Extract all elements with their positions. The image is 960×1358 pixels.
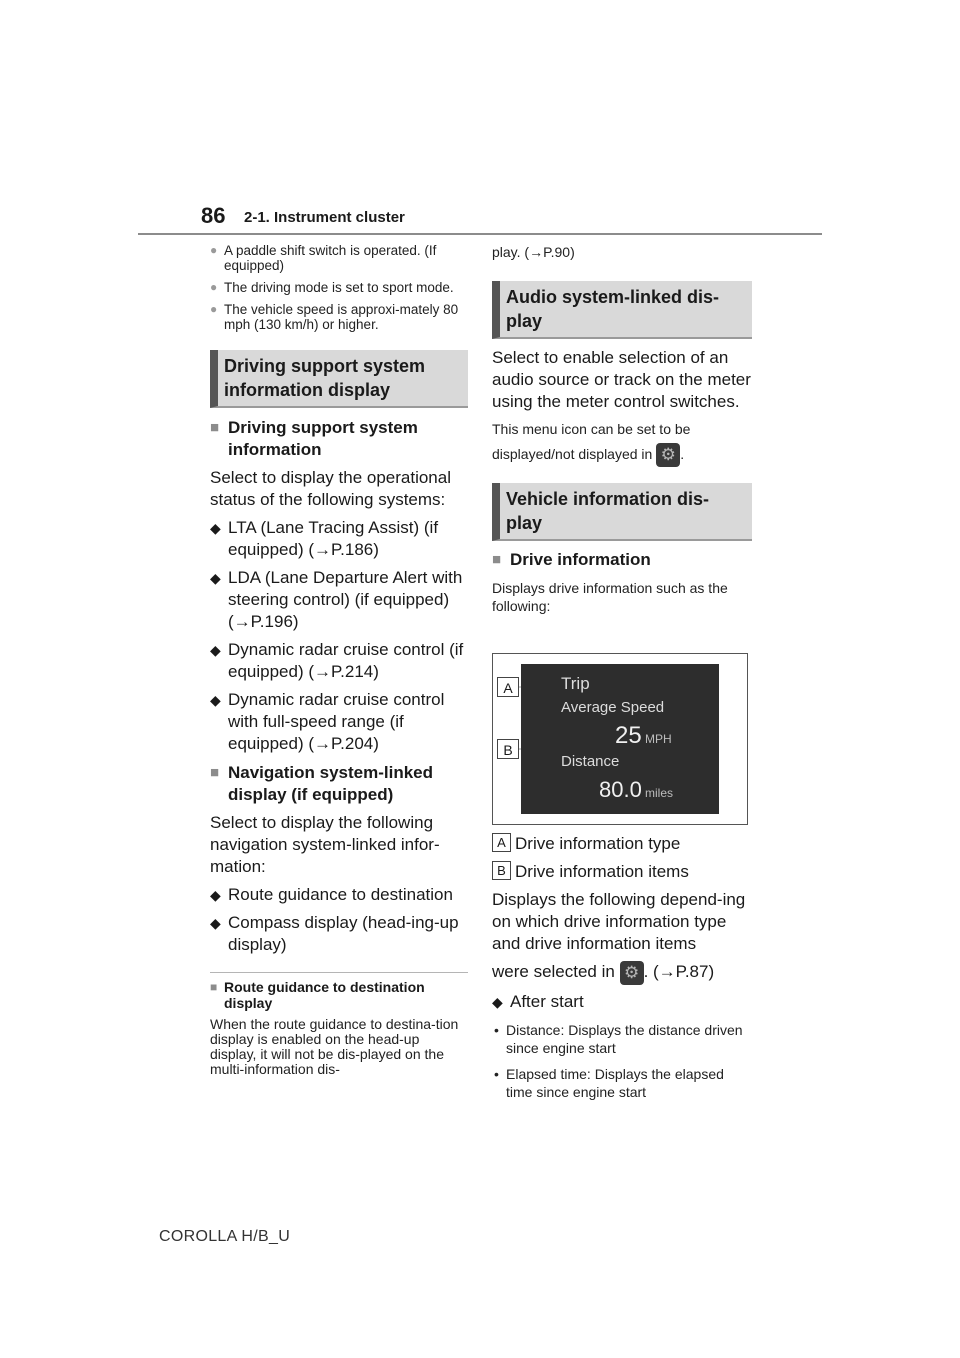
driving-support-heading-box: Driving support system information display [210,350,468,408]
note-text: When the route guidance to destina-tion display is enabled on the head-up display, it will not be dis-played on the multi-information dis- [210,1016,459,1077]
meter-screen [521,664,719,814]
screen-speed-value: 25 [615,722,642,749]
legend-item-a [492,833,754,855]
section-title: 2-1. Instrument cluster [244,209,405,226]
audio-menu-note-line2 [492,442,752,467]
right-column-lower [492,833,754,1101]
system-list-item: ◆ Dynamic radar cruise control (if equipped) (→P.214) [210,639,468,683]
after-start-detail: • Elapsed time: Displays the elapsed time since engine start [492,1065,754,1101]
legend-key-b: B [492,861,511,880]
callout-b-label: B [497,739,519,759]
system-list-item: ◆ Dynamic radar cruise control with full-speed range (if equipped) (→P.204) [210,689,468,755]
legend-item-b [492,861,754,883]
header-rule [138,233,822,235]
driving-support-subheading: ■ Driving support system information [210,417,468,461]
navigation-subheading: ■ Navigation system-linked display (if equipped) [210,762,468,806]
depend-text: Displays the following depend-ing on which drive information type and drive information items [492,890,746,953]
screen-distance-value: 80.0 [599,777,642,802]
legend-text-a: Drive information type [515,834,681,853]
callout-a-label: A [497,677,519,697]
after-start-detail: • Distance: Displays the distance driven since engine start [492,1021,754,1057]
page-reference: . (→P.87) [643,962,715,981]
footer-model: COROLLA H/B_U [159,1228,291,1245]
note-continuation: play. (→P.90) [492,244,575,260]
condition-bullet: ● The driving mode is set to sport mode. [210,280,468,295]
system-list-item: ◆ LTA (Lane Tracing Assist) (if equipped) (→P.186) [210,517,468,561]
screen-distance-unit: miles [645,786,674,800]
settings-gear-icon [656,443,680,467]
audio-menu-note-text: displayed/not displayed in [492,446,653,462]
audio-heading-box: Audio system-linked dis-play [492,281,752,339]
depend-text-prefix: were selected in [492,962,615,981]
audio-menu-note-end: . [680,446,685,462]
condition-bullet: ● The vehicle speed is approxi-mately 80 mph (130 km/h) or higher. [210,302,468,332]
legend-key-a: A [492,833,511,852]
depend-text-line [492,959,754,985]
right-column [492,243,752,615]
navigation-list-item: ◆ Route guidance to destination [210,884,468,906]
screen-speed-unit: MPH [645,732,672,746]
note-heading: ■ Route guidance to destination display [210,979,468,1011]
left-column [210,243,468,1077]
screen-average-speed-label: Average Speed [561,699,665,716]
legend-text-b: Drive information items [515,862,689,881]
screen-trip-label: Trip [561,674,590,693]
screen-distance-label: Distance [561,753,620,770]
page-number: 86 [201,203,226,228]
note-divider [210,972,468,973]
audio-menu-note-line1: This menu icon can be set to be [492,421,691,437]
drive-info-description: Displays drive information such as the following: [492,580,728,615]
audio-body: Select to enable selection of an audio source or track on the meter using the meter control switches. [492,348,751,411]
drive-info-subheading: ■ Drive information [492,549,752,571]
navigation-body: Select to display the following navigation system-linked infor-mation: [210,813,440,876]
settings-gear-icon [620,961,644,985]
driving-support-body: Select to display the operational status of the following systems: [210,468,451,509]
drive-info-figure [492,653,748,825]
vehicle-info-heading-box: Vehicle information dis-play [492,483,752,541]
system-list-item: ◆ LDA (Lane Departure Alert with steering control) (if equipped) (→P.196) [210,567,468,633]
condition-bullet: ● A paddle shift switch is operated. (If equipped) [210,243,468,273]
navigation-list-item: ◆ Compass display (head-ing-up display) [210,912,468,956]
after-start-item: ◆ After start [492,991,754,1013]
